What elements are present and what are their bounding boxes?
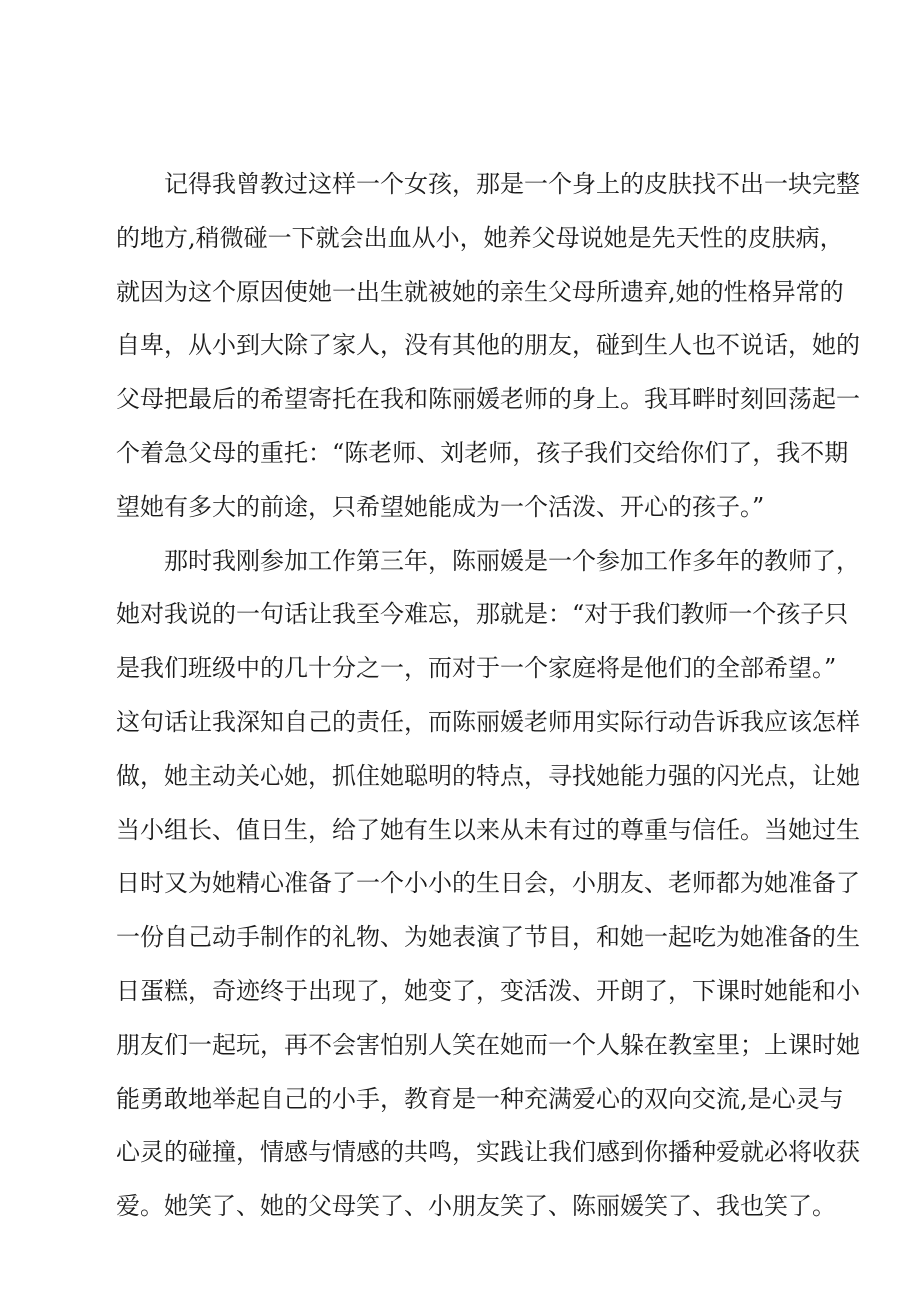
document-body — [116, 158, 860, 1234]
paragraph-2-line: 做，她主动关心她，抓住她聪明的特点，寻找她能力强的闪光点，让她 — [116, 761, 860, 790]
paragraph-1-line: 自卑，从小到大除了家人，没有其他的朋友，碰到生人也不说话，她的 — [116, 331, 860, 360]
paragraph-2-line: 日时又为她精心准备了一个小小的生日会，小朋友、老师都为她准备了 — [116, 869, 860, 898]
paragraph-2-line: 她对我说的一句话让我至今难忘，那就是：“对于我们教师一个孩子只 — [116, 600, 849, 629]
paragraph-1-line: 就因为这个原因使她一出生就被她的亲生父母所遗弃,她的性格异常的 — [116, 277, 844, 306]
paragraph-2-line: 心灵的碰撞，情感与情感的共鸣，实践让我们感到你播种爱就必将收获 — [116, 1138, 860, 1167]
paragraph-2-line: 日蛋糕，奇迹终于出现了，她变了，变活泼、开朗了，下课时她能和小 — [116, 976, 860, 1005]
paragraph-2-line: 那时我刚参加工作第三年，陈丽媛是一个参加工作多年的教师了， — [164, 546, 860, 575]
paragraph-2 — [116, 535, 860, 1234]
paragraph-2-line: 朋友们一起玩，再不会害怕别人笑在她而一个人躲在教室里；上课时她 — [116, 1030, 860, 1059]
paragraph-1-line: 父母把最后的希望寄托在我和陈丽媛老师的身上。我耳畔时刻回荡起一 — [116, 385, 860, 414]
paragraph-2-line: 能勇敢地举起自己的小手，教育是一种充满爱心的双向交流,是心灵与 — [116, 1084, 844, 1113]
paragraph-1-line: 望她有多大的前途，只希望她能成为一个活泼、开心的孩子。” — [116, 492, 765, 521]
paragraph-1-line: 的地方,稍微碰一下就会出血从小，她养父母说她是先天性的皮肤病， — [116, 223, 844, 252]
paragraph-2-line: 一份自己动手制作的礼物、为她表演了节目，和她一起吃为她准备的生 — [116, 923, 860, 952]
paragraph-1-line: 记得我曾教过这样一个女孩，那是一个身上的皮肤找不出一块完整 — [164, 170, 860, 198]
paragraph-1 — [116, 158, 860, 535]
paragraph-2-line: 是我们班级中的几十分之一，而对于一个家庭将是他们的全部希望。” — [116, 654, 837, 683]
paragraph-1-line: 个着急父母的重托：“陈老师、刘老师，孩子我们交给你们了，我不期 — [116, 438, 849, 467]
paragraph-2-line: 这句话让我深知自己的责任，而陈丽媛老师用实际行动告诉我应该怎样 — [116, 707, 860, 736]
paragraph-2-line: 爱。她笑了、她的父母笑了、小朋友笑了、陈丽媛笑了、我也笑了。 — [116, 1192, 836, 1221]
paragraph-2-line: 当小组长、值日生，给了她有生以来从未有过的尊重与信任。当她过生 — [116, 815, 860, 844]
